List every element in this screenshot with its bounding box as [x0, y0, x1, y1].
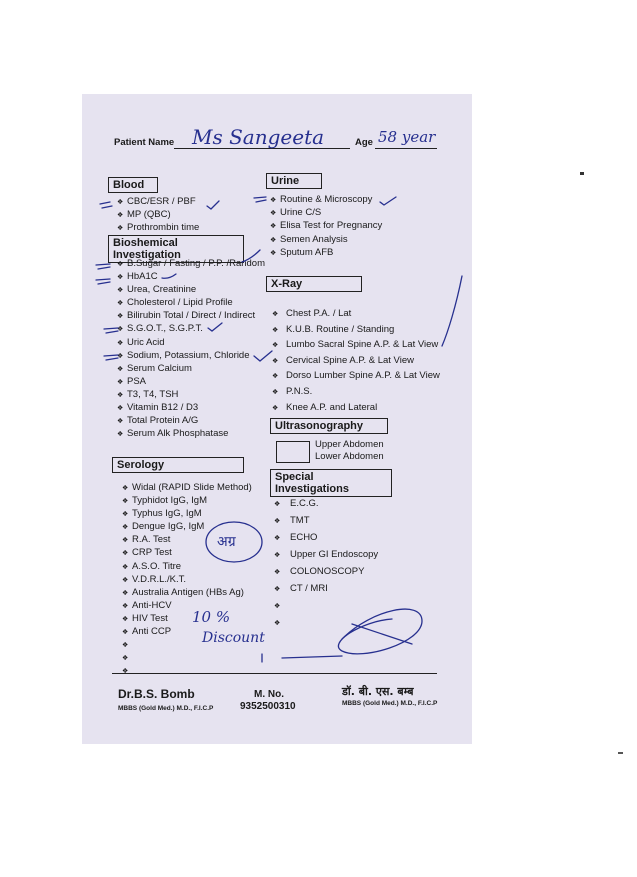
diamond-bullet-icon: ❖ — [117, 287, 124, 295]
check-icon — [208, 323, 222, 331]
footer-divider — [112, 672, 437, 674]
diamond-bullet-icon: ❖ — [270, 236, 277, 244]
list-item: ❖ T3, T4, TSH — [117, 389, 265, 402]
check-icon — [380, 197, 396, 205]
list-item: ❖ Sputum AFB — [270, 247, 382, 260]
diamond-bullet-icon: ❖ — [117, 405, 124, 413]
list-item: ❖ CBC/ESR / PBF — [117, 196, 199, 209]
check-icon — [207, 201, 219, 209]
list-item: ❖ Dorso Lumber Spine A.P. & Lat View — [272, 369, 440, 385]
list-item: ❖ Widal (RAPID Slide Method) — [122, 482, 252, 495]
diamond-bullet-icon: ❖ — [122, 642, 129, 650]
diamond-bullet-icon: ❖ — [117, 418, 124, 426]
blood-heading: Blood — [108, 177, 158, 193]
list-item: ❖ Anti-HCV — [122, 600, 252, 613]
pen-marks — [82, 94, 472, 744]
diamond-bullet-icon: ❖ — [272, 311, 279, 318]
diamond-bullet-icon: ❖ — [270, 210, 277, 218]
list-item: Lower Abdomen — [315, 451, 384, 462]
diamond-bullet-icon: ❖ — [270, 197, 277, 204]
age-label: Age — [355, 137, 373, 148]
doctor-qualifications-hindi: MBBS (Gold Med.) M.D., F.I.C.P — [342, 700, 438, 707]
tick-mark — [96, 264, 110, 269]
list-item: ❖ HIV Test — [122, 613, 252, 626]
list-item: ❖ Chest P.A. / Lat — [272, 307, 440, 323]
patient-name-label: Patient Name — [114, 137, 175, 148]
diamond-bullet-icon: ❖ — [122, 576, 129, 584]
list-item: ❖ Knee A.P. and Lateral — [272, 401, 440, 417]
tick-mark — [96, 279, 110, 284]
list-item: ❖ Semen Analysis — [270, 234, 382, 247]
diamond-bullet-icon: ❖ — [274, 501, 281, 508]
diamond-bullet-icon: ❖ — [274, 552, 281, 559]
discount-word: Discount — [202, 630, 265, 646]
diamond-bullet-icon: ❖ — [117, 326, 124, 334]
diamond-bullet-icon: ❖ — [122, 524, 129, 532]
doctor-name: Dr.B.S. Bomb — [118, 687, 195, 701]
usg-heading: Ultrasonography — [270, 418, 388, 434]
list-item: ❖ MP (QBC) — [117, 209, 199, 222]
diamond-bullet-icon: ❖ — [122, 668, 129, 676]
diamond-bullet-icon: ❖ — [272, 373, 279, 381]
diamond-bullet-icon: ❖ — [274, 603, 281, 610]
diamond-bullet-icon: ❖ — [274, 620, 281, 627]
scan-speck — [618, 752, 623, 754]
signature — [338, 609, 422, 654]
xray-heading: X-Ray — [266, 276, 362, 292]
list-item: ❖ Urine C/S — [270, 207, 382, 220]
discount-amount: 10 % — [192, 608, 231, 626]
diamond-bullet-icon: ❖ — [272, 357, 279, 365]
diamond-bullet-icon: ❖ — [122, 563, 129, 571]
diamond-bullet-icon: ❖ — [117, 352, 124, 360]
list-item: ❖ R.A. Test — [122, 534, 252, 547]
list-item: ❖ V.D.R.L./K.T. — [122, 574, 252, 587]
diamond-bullet-icon: ❖ — [270, 223, 277, 231]
diamond-bullet-icon: ❖ — [272, 326, 279, 334]
list-item: ❖ Elisa Test for Pregnancy — [270, 220, 382, 233]
stamp-circle — [206, 522, 262, 562]
list-item: ❖ Serum Alk Phosphatase — [117, 428, 265, 441]
diamond-bullet-icon: ❖ — [122, 602, 129, 610]
list-item: ❖ Total Protein A/G — [117, 415, 265, 428]
list-item: ❖ Routine & Microscopy — [270, 194, 382, 207]
diamond-bullet-icon: ❖ — [117, 225, 124, 233]
diamond-bullet-icon: ❖ — [117, 261, 124, 268]
list-item: ❖ Typhidot IgG, IgM — [122, 495, 252, 508]
list-item: ❖ Typhus IgG, IgM — [122, 508, 252, 521]
diamond-bullet-icon: ❖ — [117, 378, 124, 386]
list-item: ❖ ECHO — [274, 530, 378, 547]
biochem-heading: Bioshemical Investigation — [108, 235, 244, 263]
diamond-bullet-icon: ❖ — [122, 629, 129, 637]
list-item: ❖ K.U.B. Routine / Standing — [272, 323, 440, 339]
list-item: ❖ Upper GI Endoscopy — [274, 547, 378, 564]
age-value: 58 year — [378, 128, 436, 146]
list-item: ❖ Serum Calcium — [117, 363, 265, 376]
diamond-bullet-icon: ❖ — [122, 589, 129, 597]
diamond-bullet-icon: ❖ — [272, 388, 279, 396]
list-item: ❖ S.G.O.T., S.G.P.T. — [117, 323, 265, 336]
diamond-bullet-icon: ❖ — [122, 485, 129, 492]
diamond-bullet-icon: ❖ — [122, 537, 129, 545]
patient-name-value: Ms Sangeeta — [192, 125, 325, 149]
list-item: ❖ Urea, Creatinine — [117, 284, 265, 297]
list-item: ❖ A.S.O. Titre — [122, 561, 252, 574]
diamond-bullet-icon: ❖ — [117, 313, 124, 321]
check-icon — [254, 351, 272, 361]
scan-speck — [580, 172, 584, 175]
serology-heading: Serology — [112, 457, 244, 473]
diamond-bullet-icon: ❖ — [117, 199, 124, 206]
urine-heading: Urine — [266, 173, 322, 189]
lab-requisition-form — [82, 94, 472, 744]
diamond-bullet-icon: ❖ — [270, 249, 277, 257]
diamond-bullet-icon: ❖ — [117, 391, 124, 399]
signature-underline — [262, 654, 342, 662]
list-item: ❖ Australia Antigen (HBs Ag) — [122, 587, 252, 600]
tick-mark — [100, 202, 112, 208]
list-item: ❖ Vitamin B12 / D3 — [117, 402, 265, 415]
list-item: ❖ Bilirubin Total / Direct / Indirect — [117, 310, 265, 323]
diamond-bullet-icon: ❖ — [117, 339, 124, 347]
diamond-bullet-icon: ❖ — [117, 365, 124, 373]
diamond-bullet-icon: ❖ — [122, 550, 129, 558]
diamond-bullet-icon: ❖ — [117, 300, 124, 308]
list-item: ❖ CT / MRI — [274, 581, 378, 598]
list-item: ❖ TMT — [274, 513, 378, 530]
list-item: ❖ Uric Acid — [117, 337, 265, 350]
check-icon — [242, 250, 260, 262]
diamond-bullet-icon: ❖ — [117, 212, 124, 220]
check-icon — [162, 274, 176, 278]
mno-label: M. No. — [254, 689, 284, 700]
diamond-bullet-icon: ❖ — [274, 518, 281, 525]
list-item: ❖ B.Sugar / Fasting / P.P. /Random — [117, 258, 265, 271]
list-item: ❖ COLONOSCOPY — [274, 564, 378, 581]
tick-mark — [104, 355, 118, 360]
tick-mark — [104, 328, 118, 333]
diamond-bullet-icon: ❖ — [122, 615, 129, 623]
list-item: ❖ P.N.S. — [272, 385, 440, 401]
handwritten-stamp-text: अग्र — [217, 534, 236, 550]
tick-mark — [254, 197, 266, 202]
diamond-bullet-icon: ❖ — [122, 511, 129, 519]
diamond-bullet-icon: ❖ — [272, 342, 279, 350]
list-item: ❖ CRP Test — [122, 547, 252, 560]
list-item: ❖ Cervical Spine A.P. & Lat View — [272, 354, 440, 370]
diamond-bullet-icon: ❖ — [274, 586, 281, 593]
special-heading: Special Investigations — [270, 469, 392, 497]
diamond-bullet-icon: ❖ — [122, 655, 129, 663]
list-item: ❖ E.C.G. — [274, 496, 378, 513]
margin-stroke — [442, 276, 462, 346]
list-item: ❖ Prothrombin time — [117, 222, 199, 235]
list-item: ❖ Sodium, Potassium, Chloride — [117, 350, 265, 363]
doctor-qualifications: MBBS (Gold Med.) M.D., F.I.C.P — [118, 705, 214, 712]
list-item: ❖ Anti CCP — [122, 626, 252, 639]
diamond-bullet-icon: ❖ — [274, 535, 281, 542]
mno-value: 9352500310 — [240, 701, 296, 712]
list-item: ❖ HbA1C — [117, 271, 265, 284]
list-item: ❖ PSA — [117, 376, 265, 389]
diamond-bullet-icon: ❖ — [274, 569, 281, 576]
list-item: ❖ Lumbo Sacral Spine A.P. & Lat View — [272, 338, 440, 354]
diamond-bullet-icon: ❖ — [122, 498, 129, 506]
list-item: ❖ Dengue IgG, IgM — [122, 521, 252, 534]
diamond-bullet-icon: ❖ — [117, 431, 124, 439]
diamond-bullet-icon: ❖ — [272, 404, 279, 412]
list-item: Upper Abdomen — [315, 439, 384, 450]
diamond-bullet-icon: ❖ — [117, 274, 124, 282]
doctor-name-hindi: डॉ. बी. एस. बम्ब — [342, 685, 414, 698]
list-item: ❖ Cholesterol / Lipid Profile — [117, 297, 265, 310]
